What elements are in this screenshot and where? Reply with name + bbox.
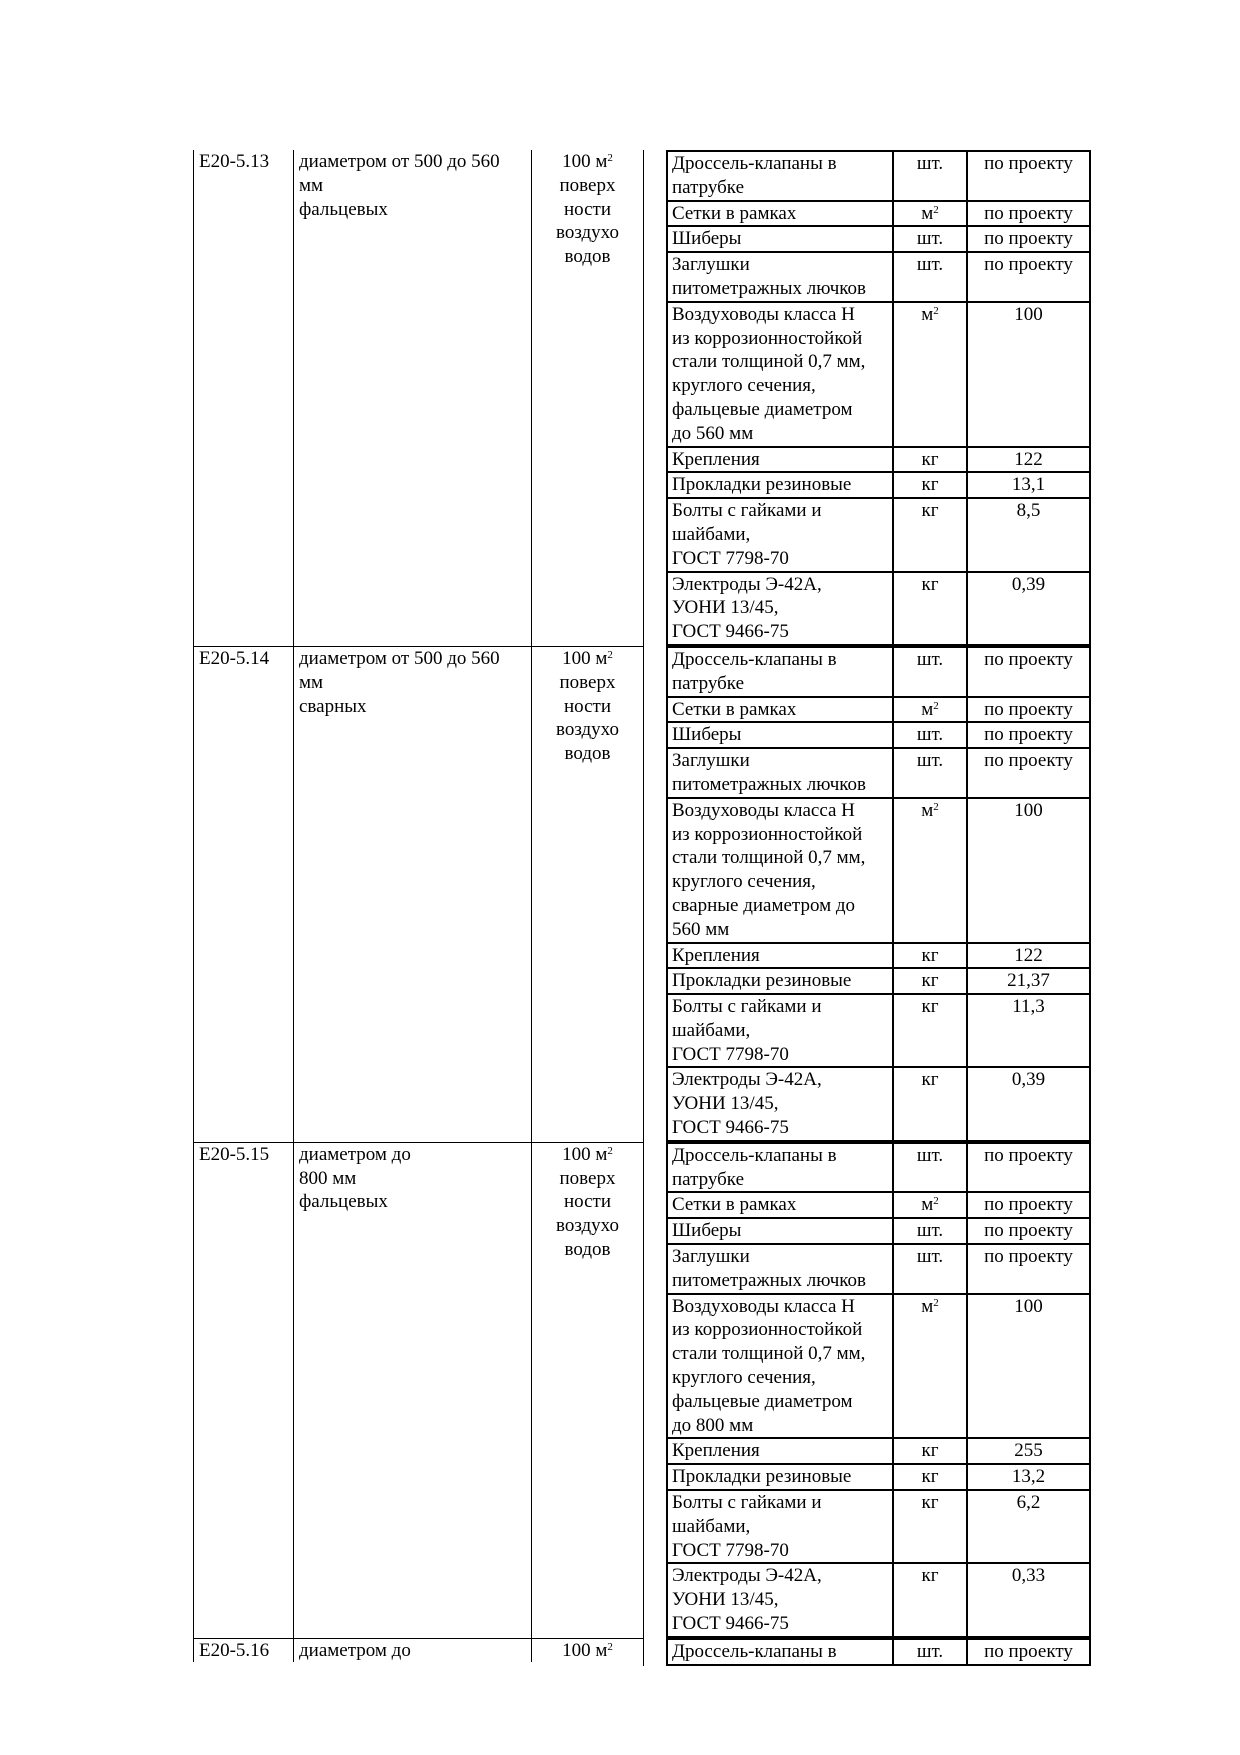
column-gap — [643, 646, 666, 1142]
material-name — [667, 968, 893, 994]
material-name-text: Прокладки резиновые — [672, 474, 852, 496]
material-name-text: Дроссель-клапаны в патрубке — [672, 1144, 837, 1190]
norm-unit-text: 100 $м^2$ поверх ности воздухо водов — [556, 647, 619, 765]
material-name-text: Воздуховоды класса Н из коррозионностойкой стали толщиной 0,7 мм, круглого сечения, сварные диаметром до 560 мм — [672, 799, 866, 940]
material-qty — [967, 1563, 1090, 1636]
material-name-text: Крепления — [672, 944, 760, 966]
material-name-text: Шиберы — [672, 1220, 742, 1242]
material-qty-text: по проекту — [984, 202, 1073, 224]
material-unit-text: шт. — [916, 153, 944, 174]
norm-code-text: Е20-5.14 — [199, 647, 270, 669]
material-name-text: Сетки в рамках — [672, 698, 797, 720]
table-row — [667, 1143, 1090, 1193]
material-qty-text: 13,2 — [1011, 1466, 1046, 1488]
material-name-text: Электроды Э-42А, УОНИ 13/45, ГОСТ 9466-75 — [672, 1069, 822, 1139]
table-row — [667, 968, 1090, 994]
material-unit-text: шт. — [916, 1246, 944, 1268]
material-unit-text: шт. — [916, 254, 944, 276]
material-qty — [967, 302, 1090, 447]
table-row — [667, 201, 1090, 227]
material-qty-text: 100 — [1014, 799, 1043, 821]
material-qty — [967, 1490, 1090, 1563]
material-qty-text: по проекту — [984, 698, 1073, 720]
material-name — [667, 798, 893, 943]
material-name — [667, 472, 893, 498]
material-unit — [893, 472, 967, 498]
material-qty-text: по проекту — [984, 153, 1073, 174]
materials-table — [666, 1638, 1091, 1666]
norm-unit-text: 100 $м^2$ поверх ности воздухо водов — [556, 151, 619, 268]
material-unit-text: $м^2$ — [921, 799, 939, 821]
material-name — [667, 1490, 893, 1563]
material-qty-text: 255 — [1014, 1440, 1043, 1462]
norm-section — [193, 150, 1073, 646]
material-unit — [893, 498, 967, 571]
material-unit — [893, 1192, 967, 1218]
material-name — [667, 943, 893, 969]
material-unit-text: кг — [921, 1466, 939, 1488]
norm-code — [193, 1638, 293, 1662]
material-unit-text: кг — [921, 1565, 939, 1587]
material-qty-text: 0,39 — [1011, 1069, 1046, 1091]
table-row — [667, 151, 1090, 201]
column-gap — [643, 150, 666, 646]
material-qty — [967, 151, 1090, 201]
material-unit — [893, 647, 967, 697]
material-name-text: Заглушки питометражных лючков — [672, 750, 867, 795]
material-name-text: Шиберы — [672, 228, 742, 250]
material-unit-text: кг — [921, 448, 939, 470]
material-name-text: Сетки в рамках — [672, 202, 797, 224]
norm-section — [193, 646, 1073, 1142]
norm-code-text: Е20-5.15 — [199, 1143, 270, 1165]
table-row — [667, 697, 1090, 723]
material-qty-text: 100 — [1014, 1295, 1043, 1317]
material-unit — [893, 994, 967, 1067]
material-qty-text: 11,3 — [1012, 996, 1045, 1018]
material-name — [667, 226, 893, 252]
material-qty — [967, 647, 1090, 697]
material-qty — [967, 1244, 1090, 1294]
material-unit — [893, 697, 967, 723]
material-name — [667, 1244, 893, 1294]
material-qty — [967, 697, 1090, 723]
table-row — [667, 1218, 1090, 1244]
material-unit-text: кг — [921, 500, 939, 522]
material-name — [667, 151, 893, 201]
norm-unit — [531, 1638, 643, 1662]
material-qty — [967, 1067, 1090, 1140]
norm-unit — [531, 1142, 643, 1638]
material-name — [667, 1438, 893, 1464]
norm-code — [193, 150, 293, 646]
table-row — [667, 226, 1090, 252]
material-name-text: Дроссель-клапаны в патрубке — [672, 153, 837, 198]
table-row — [667, 1294, 1090, 1439]
norm-code-text: Е20-5.13 — [199, 151, 270, 172]
material-unit — [893, 447, 967, 473]
material-qty-text: по проекту — [984, 648, 1073, 670]
material-unit — [893, 252, 967, 302]
material-unit-text: шт. — [916, 1640, 944, 1662]
material-qty — [967, 201, 1090, 227]
material-qty-text: 0,39 — [1011, 573, 1046, 595]
material-qty — [967, 994, 1090, 1067]
material-name-text: Прокладки резиновые — [672, 1466, 852, 1488]
material-name-text: Дроссель-клапаны в патрубке — [672, 648, 837, 694]
material-name-text: Прокладки резиновые — [672, 970, 852, 992]
material-name — [667, 201, 893, 227]
table-row — [667, 1490, 1090, 1563]
norm-unit-text: 100 $м^2$ — [562, 1639, 613, 1661]
norm-section — [193, 1142, 1073, 1638]
material-unit-text: кг — [921, 970, 939, 992]
material-unit — [893, 1563, 967, 1636]
material-unit — [893, 1244, 967, 1294]
material-unit-text: шт. — [916, 1144, 944, 1166]
material-name-text: Крепления — [672, 1440, 760, 1462]
material-unit — [893, 302, 967, 447]
material-name-text: Заглушки питометражных лючков — [672, 254, 867, 299]
material-name — [667, 1192, 893, 1218]
material-unit — [893, 798, 967, 943]
material-qty-text: 122 — [1014, 448, 1043, 470]
material-unit — [893, 943, 967, 969]
material-qty-text: 122 — [1014, 944, 1043, 966]
material-name — [667, 722, 893, 748]
materials-table — [666, 646, 1091, 1142]
norm-unit — [531, 150, 643, 646]
table-row — [667, 943, 1090, 969]
material-name — [667, 748, 893, 798]
material-unit-text: кг — [921, 573, 939, 595]
material-qty-text: по проекту — [984, 1220, 1073, 1242]
material-name — [667, 647, 893, 697]
material-qty — [967, 748, 1090, 798]
material-unit — [893, 1143, 967, 1193]
material-name-text: Электроды Э-42А, УОНИ 13/45, ГОСТ 9466-75 — [672, 1565, 822, 1635]
material-qty-text: по проекту — [984, 254, 1073, 276]
material-name — [667, 1067, 893, 1140]
column-gap — [643, 1638, 666, 1666]
material-qty-text: по проекту — [984, 1144, 1073, 1166]
material-name-text: Воздуховоды класса Н из коррозионностойкой стали толщиной 0,7 мм, круглого сечения, фальцевые диаметром до 800 мм — [672, 1295, 866, 1436]
material-name-text: Дроссель-клапаны в — [672, 1640, 837, 1662]
material-unit-text: $м^2$ — [921, 1194, 939, 1216]
material-name — [667, 1218, 893, 1244]
material-unit — [893, 1294, 967, 1439]
norm-name — [293, 646, 531, 1142]
norm-code-text: Е20-5.16 — [199, 1639, 270, 1661]
material-unit-text: шт. — [916, 648, 944, 670]
material-unit-text: шт. — [916, 724, 944, 746]
material-unit — [893, 1639, 967, 1665]
norm-name — [293, 1638, 531, 1662]
norm-name-text: диаметром до 800 мм фальцевых — [299, 1143, 411, 1213]
material-name — [667, 498, 893, 571]
material-qty-text: 100 — [1014, 303, 1043, 325]
norm-name — [293, 150, 531, 646]
norm-section — [193, 1638, 1073, 1666]
material-unit-text: кг — [921, 1069, 939, 1091]
norm-name-text: диаметром до — [299, 1639, 411, 1661]
material-name — [667, 1294, 893, 1439]
material-unit-text: $м^2$ — [921, 698, 939, 720]
norm-code — [193, 646, 293, 1142]
norms-table — [193, 150, 1073, 1666]
material-unit — [893, 722, 967, 748]
material-name-text: Крепления — [672, 448, 760, 470]
material-qty — [967, 447, 1090, 473]
norm-name — [293, 1142, 531, 1638]
table-row — [667, 1464, 1090, 1490]
material-unit — [893, 1067, 967, 1140]
material-unit-text: кг — [921, 474, 939, 496]
materials-table — [666, 1142, 1091, 1638]
material-qty-text: по проекту — [984, 228, 1073, 250]
material-name-text: Шиберы — [672, 724, 742, 746]
material-name-text: Болты с гайками и шайбами, ГОСТ 7798-70 — [672, 500, 822, 569]
material-name-text: Воздуховоды класса Н из коррозионностойкой стали толщиной 0,7 мм, круглого сечения, фальцевые диаметром до 560 мм — [672, 303, 866, 444]
material-qty — [967, 968, 1090, 994]
material-unit — [893, 1464, 967, 1490]
material-name — [667, 572, 893, 645]
norm-name-text: диаметром от 500 до 560 мм сварных — [299, 647, 500, 717]
material-unit — [893, 151, 967, 201]
material-name-text: Сетки в рамках — [672, 1194, 797, 1216]
material-unit — [893, 1438, 967, 1464]
table-row — [667, 1639, 1090, 1665]
material-unit-text: кг — [921, 944, 939, 966]
material-qty-text: по проекту — [984, 750, 1073, 772]
material-qty-text: по проекту — [984, 1640, 1073, 1662]
norm-unit-text: 100 $м^2$ поверх ности воздухо водов — [556, 1143, 619, 1261]
material-qty — [967, 722, 1090, 748]
material-qty — [967, 498, 1090, 571]
material-qty — [967, 943, 1090, 969]
norm-unit — [531, 646, 643, 1142]
material-qty-text: по проекту — [984, 724, 1073, 746]
material-qty — [967, 472, 1090, 498]
table-row — [667, 302, 1090, 447]
material-qty-text: 0,33 — [1011, 1565, 1046, 1587]
material-qty — [967, 1192, 1090, 1218]
material-qty — [967, 1143, 1090, 1193]
material-unit-text: $м^2$ — [921, 303, 939, 325]
table-row — [667, 252, 1090, 302]
table-row — [667, 1244, 1090, 1294]
material-unit-text: шт. — [916, 1220, 944, 1242]
material-qty — [967, 1294, 1090, 1439]
material-qty-text: 6,2 — [1016, 1492, 1041, 1514]
material-qty-text: 8,5 — [1016, 500, 1041, 522]
material-qty-text: по проекту — [984, 1194, 1073, 1216]
material-unit — [893, 226, 967, 252]
material-unit — [893, 968, 967, 994]
material-name-text: Болты с гайками и шайбами, ГОСТ 7798-70 — [672, 996, 822, 1065]
table-row — [667, 472, 1090, 498]
table-row — [667, 447, 1090, 473]
material-unit — [893, 201, 967, 227]
material-name — [667, 447, 893, 473]
table-row — [667, 1438, 1090, 1464]
material-qty-text: по проекту — [984, 1246, 1073, 1268]
material-qty — [967, 1464, 1090, 1490]
table-row — [667, 572, 1090, 645]
materials-table — [666, 150, 1091, 646]
table-row — [667, 1563, 1090, 1636]
column-gap — [643, 1142, 666, 1638]
material-qty — [967, 226, 1090, 252]
material-unit-text: шт. — [916, 228, 944, 250]
material-unit-text: кг — [921, 1440, 939, 1462]
material-name — [667, 1563, 893, 1636]
table-row — [667, 1192, 1090, 1218]
table-row — [667, 498, 1090, 571]
material-qty — [967, 798, 1090, 943]
table-row — [667, 722, 1090, 748]
material-unit-text: шт. — [916, 750, 944, 772]
table-row — [667, 798, 1090, 943]
table-row — [667, 647, 1090, 697]
material-unit — [893, 1218, 967, 1244]
material-unit — [893, 748, 967, 798]
material-qty — [967, 572, 1090, 645]
material-unit-text: кг — [921, 1492, 939, 1514]
material-unit — [893, 1490, 967, 1563]
material-qty — [967, 1639, 1090, 1665]
material-qty — [967, 1438, 1090, 1464]
material-name — [667, 252, 893, 302]
norm-code — [193, 1142, 293, 1638]
material-unit-text: $м^2$ — [921, 202, 939, 224]
material-name — [667, 697, 893, 723]
material-name-text: Электроды Э-42А, УОНИ 13/45, ГОСТ 9466-75 — [672, 573, 822, 643]
material-name — [667, 302, 893, 447]
material-unit — [893, 572, 967, 645]
material-name — [667, 1143, 893, 1193]
norm-name-text: диаметром от 500 до 560 мм фальцевых — [299, 151, 500, 220]
table-row — [667, 1067, 1090, 1140]
material-name-text: Болты с гайками и шайбами, ГОСТ 7798-70 — [672, 1492, 822, 1561]
material-qty-text: 21,37 — [1007, 970, 1050, 992]
material-name — [667, 1464, 893, 1490]
material-qty-text: 13,1 — [1011, 474, 1046, 496]
table-row — [667, 748, 1090, 798]
material-name — [667, 994, 893, 1067]
material-unit-text: кг — [921, 996, 939, 1018]
material-name-text: Заглушки питометражных лючков — [672, 1246, 867, 1291]
material-name — [667, 1639, 893, 1665]
material-unit-text: $м^2$ — [921, 1295, 939, 1317]
material-qty — [967, 252, 1090, 302]
material-qty — [967, 1218, 1090, 1244]
table-row — [667, 994, 1090, 1067]
